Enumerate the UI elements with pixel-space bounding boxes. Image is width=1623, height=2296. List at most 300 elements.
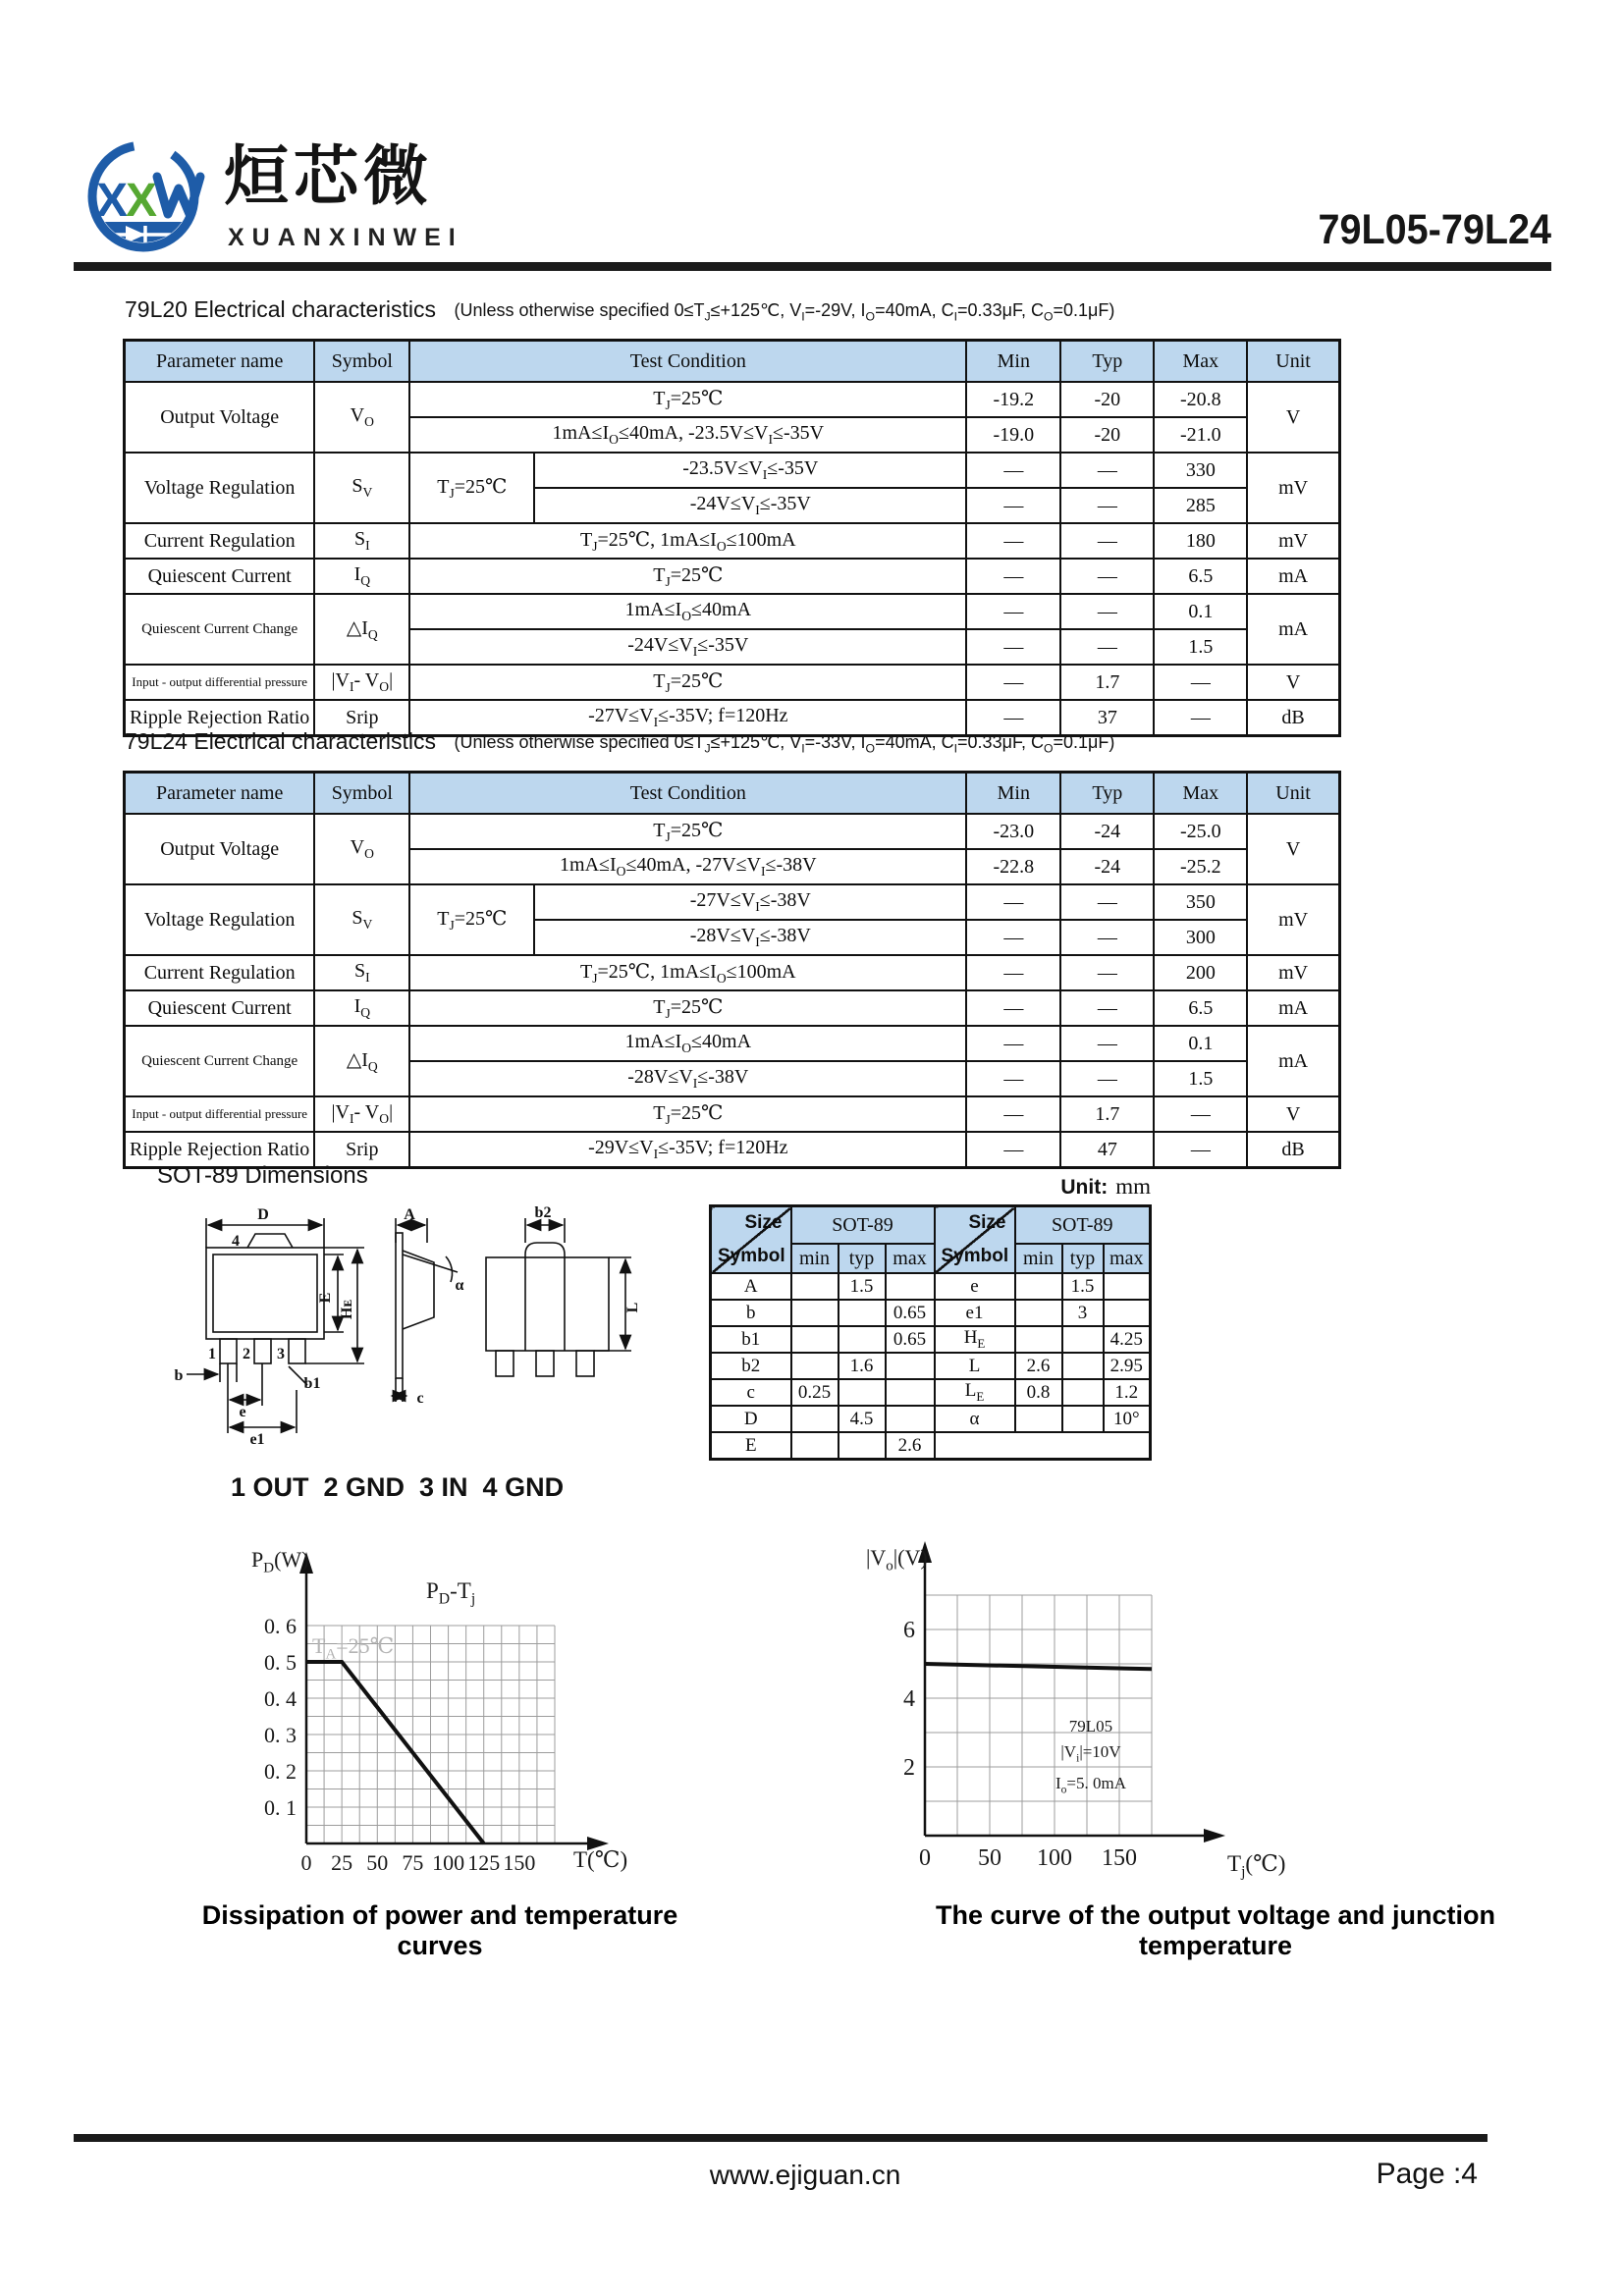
table-cell <box>886 1273 935 1300</box>
dimension-labels <box>175 1204 641 1448</box>
table-cell <box>886 1353 935 1379</box>
table-cell: — <box>966 955 1060 990</box>
table-header-cell: Min <box>966 341 1060 383</box>
table-cell: V <box>1247 814 1339 884</box>
package-side-view <box>392 1218 458 1402</box>
svg-text:25: 25 <box>331 1850 353 1875</box>
table-header-cell: Min <box>966 773 1060 815</box>
svg-text:0: 0 <box>919 1845 931 1871</box>
table-row <box>125 814 1340 849</box>
svg-text:0. 1: 0. 1 <box>264 1795 297 1820</box>
svg-text:0. 3: 0. 3 <box>264 1723 297 1747</box>
table-cell: b2 <box>711 1353 791 1379</box>
table-cell: 1.5 <box>1062 1273 1104 1300</box>
table-row <box>125 990 1340 1026</box>
table-cell: 330 <box>1154 453 1247 488</box>
chart1-x-axis-label: T(℃) <box>573 1847 628 1872</box>
table-cell: mA <box>1247 594 1339 665</box>
table-cell <box>1104 1300 1151 1326</box>
table-row <box>711 1353 1151 1379</box>
table-cell: 180 <box>1154 523 1247 559</box>
x-axis-arrow <box>1204 1829 1225 1842</box>
dimension-label: E <box>317 1292 334 1304</box>
table-cell: 350 <box>1154 884 1247 920</box>
table-cell: -19.0 <box>966 417 1060 453</box>
chart2-annotation <box>1017 1714 1164 1803</box>
table-cell: 1.6 <box>839 1353 886 1379</box>
section-title-79l20 <box>125 296 1114 325</box>
table-cell <box>1062 1326 1104 1353</box>
table-cell: — <box>1154 700 1247 736</box>
table-cell: $T_J=25℃$ <box>409 559 966 594</box>
table-row <box>125 594 1340 629</box>
table-cell: $T_J=25℃$ <box>409 814 966 849</box>
chart2-caption: The curve of the output voltage and junction temperature <box>935 1900 1495 1960</box>
table-cell: Quiescent Current Change <box>125 1026 315 1096</box>
table-cell <box>1062 1406 1104 1432</box>
pinout-caption: 1 OUT 2 GND 3 IN 4 GND <box>231 1472 565 1502</box>
electrical-table-79l24 <box>123 771 1341 1169</box>
chart1-title: $P_D-T_j$ <box>426 1578 476 1608</box>
table-cell: $S_V$ <box>314 884 409 955</box>
table-cell: Ripple Rejection Ratio <box>125 1132 315 1168</box>
table-cell: — <box>1060 955 1154 990</box>
table-cell <box>1015 1326 1062 1353</box>
table-cell: 0.65 <box>886 1326 935 1353</box>
table-cell: Current Regulation <box>125 955 315 990</box>
table-cell: Ripple Rejection Ratio <box>125 700 315 736</box>
table-cell: — <box>1154 1132 1247 1168</box>
table-cell: Voltage Regulation <box>125 884 315 955</box>
svg-text:75: 75 <box>402 1850 424 1875</box>
table-cell: -21.0 <box>1154 417 1247 453</box>
chart-axes <box>306 1572 589 1843</box>
table-cell: 0.1 <box>1154 1026 1247 1061</box>
table-cell: — <box>966 990 1060 1026</box>
table-cell: 1.7 <box>1060 665 1154 700</box>
table-cell <box>839 1326 886 1353</box>
table-cell: — <box>966 1026 1060 1061</box>
table-header-cell: Test Condition <box>409 341 966 383</box>
table-cell: Output Voltage <box>125 814 315 884</box>
table-cell: — <box>966 453 1060 488</box>
table-cell: $T_J=25℃$ <box>409 1096 966 1132</box>
table-cell <box>839 1379 886 1406</box>
diag-symbol-label: Symbol <box>718 1246 785 1266</box>
table-cell: — <box>1060 523 1154 559</box>
table-cell: — <box>966 700 1060 736</box>
table-cell: b1 <box>711 1326 791 1353</box>
table-header-cell: max <box>1104 1244 1151 1273</box>
dimensions-section-title: SOT-89 Dimensions <box>157 1162 368 1189</box>
table-cell: $T_J=25℃$ <box>409 665 966 700</box>
section-condition-text: (Unless otherwise specified $0\le T_J\le+125℃$, $V_I=-33V$, $I_O=40mA$, $C_I=0.33\mu F$, $C_O=0.1\mu F$) <box>454 732 1115 756</box>
table-cell: $S_V$ <box>314 453 409 523</box>
table-cell: $-24V\le V_I\le-35V$ <box>409 629 966 665</box>
table-cell: 6.5 <box>1154 559 1247 594</box>
dimension-label: 3 <box>277 1346 285 1362</box>
footer-website: www.ejiguan.cn <box>709 2160 901 2190</box>
table-cell: Quiescent Current <box>125 559 315 594</box>
table-cell: — <box>1060 884 1154 920</box>
table-cell: A <box>711 1273 791 1300</box>
table-cell: $I_Q$ <box>314 990 409 1026</box>
table-cell: $-27V\le V_I\le-38V$ <box>534 884 966 920</box>
sot89-package-drawing <box>147 1203 697 1478</box>
table-cell: — <box>966 1132 1060 1168</box>
table-cell: dB <box>1247 1132 1339 1168</box>
table-row <box>125 665 1340 700</box>
table-cell: e1 <box>935 1300 1015 1326</box>
table-row <box>711 1273 1151 1300</box>
table-cell: $-24V\le V_I\le-35V$ <box>534 488 966 523</box>
table-cell: — <box>966 884 1060 920</box>
table-cell <box>839 1300 886 1326</box>
header-rule <box>74 262 1551 271</box>
chart2-y-axis-label: $|V_o|(V)$ <box>866 1545 928 1575</box>
annotation-line: $|V_i|=10V$ <box>1060 1742 1121 1765</box>
table-cell: mV <box>1247 453 1339 523</box>
table-cell: — <box>1154 665 1247 700</box>
table-cell: — <box>1060 1026 1154 1061</box>
table-cell: 200 <box>1154 955 1247 990</box>
dimension-label: L <box>624 1302 641 1313</box>
table-cell: — <box>966 665 1060 700</box>
table-header-cell: SOT-89 <box>1015 1206 1151 1245</box>
annotation-line: 79L05 <box>1068 1717 1113 1735</box>
dimension-label: c <box>416 1390 424 1407</box>
table-row <box>125 382 1340 417</box>
table-cell: c <box>711 1379 791 1406</box>
table-cell: $V_O$ <box>314 814 409 884</box>
table-cell: b <box>711 1300 791 1326</box>
table-cell: $T_J=25℃$, $1mA\le I_O\le 100mA$ <box>409 523 966 559</box>
table-header-cell: typ <box>1062 1244 1104 1273</box>
table-cell <box>791 1432 839 1460</box>
table-cell: -25.2 <box>1154 849 1247 884</box>
table-cell: $T_J=25℃$, $1mA\le I_O\le 100mA$ <box>409 955 966 990</box>
table-cell: Srip <box>314 700 409 736</box>
unit-value: mm <box>1115 1174 1151 1199</box>
table-cell <box>791 1300 839 1326</box>
table-cell: $-29V\le V_I\le-35V$; f=120Hz <box>409 1132 966 1168</box>
table-cell <box>1015 1406 1062 1432</box>
table-row <box>711 1326 1151 1353</box>
table-cell: — <box>1060 990 1154 1026</box>
table-cell: $H_E$ <box>935 1326 1015 1353</box>
svg-text:0. 2: 0. 2 <box>264 1759 297 1784</box>
table-header-cell: Test Condition <box>409 773 966 815</box>
section-title-text: 79L20 Electrical characteristics <box>125 296 437 322</box>
table-cell <box>791 1273 839 1300</box>
table-header-cell: min <box>1015 1244 1062 1273</box>
table-row <box>711 1406 1151 1432</box>
dimension-label: Hᴇ <box>339 1299 355 1320</box>
table-cell: — <box>966 920 1060 955</box>
table-cell: — <box>1154 1096 1247 1132</box>
table-cell: $T_J=25℃$ <box>409 884 534 955</box>
table-cell: $S_I$ <box>314 955 409 990</box>
electrical-table-79l20 <box>123 339 1341 737</box>
chart2-x-axis-label: $T_j(℃)$ <box>1227 1851 1286 1881</box>
dimension-label: 1 <box>208 1346 216 1362</box>
table-cell <box>791 1326 839 1353</box>
table-cell <box>791 1406 839 1432</box>
table-cell <box>1062 1353 1104 1379</box>
table-cell: — <box>966 559 1060 594</box>
table-row <box>711 1206 1151 1245</box>
table-cell: Voltage Regulation <box>125 453 315 523</box>
table-cell: — <box>1060 594 1154 629</box>
table-cell: 2.95 <box>1104 1353 1151 1379</box>
table-row <box>125 453 1340 488</box>
table-cell: V <box>1247 665 1339 700</box>
table-cell: $S_I$ <box>314 523 409 559</box>
tick-labels <box>264 1614 535 1875</box>
table-cell: $|V_I-$ $V_O|$ <box>314 665 409 700</box>
table-cell: $\triangle I_Q$ <box>314 594 409 665</box>
table-cell: $1mA\le I_O\le 40mA$ <box>409 594 966 629</box>
table-cell: Input - output differential pressure <box>125 665 315 700</box>
table-row <box>125 1096 1340 1132</box>
table-cell: dB <box>1247 700 1339 736</box>
table-cell: L <box>935 1353 1015 1379</box>
series-line <box>925 1664 1152 1669</box>
table-header-cell: Unit <box>1247 341 1339 383</box>
table-cell: -23.0 <box>966 814 1060 849</box>
table-header-cell: max <box>886 1244 935 1273</box>
table-cell: 2.6 <box>1015 1353 1062 1379</box>
svg-text:100: 100 <box>1037 1845 1072 1871</box>
table-row <box>125 341 1340 383</box>
table-cell: $-27V\le V_I\le-35V$; f=120Hz <box>409 700 966 736</box>
logo-letter-x2: X <box>126 175 158 227</box>
svg-text:125: 125 <box>467 1850 501 1875</box>
table-header-cell: Max <box>1154 773 1247 815</box>
table-cell: -25.0 <box>1154 814 1247 849</box>
table-row <box>125 1026 1340 1061</box>
table-row <box>711 1432 1151 1460</box>
table-header-cell: Typ <box>1060 341 1154 383</box>
table-cell: 3 <box>1062 1300 1104 1326</box>
footer-rule <box>74 2134 1488 2142</box>
dimensions-table <box>709 1204 1152 1461</box>
dimension-label: α <box>455 1277 464 1294</box>
table-cell: $T_J=25℃$ <box>409 990 966 1026</box>
dimension-label: b2 <box>534 1204 552 1221</box>
table-cell: 0.65 <box>886 1300 935 1326</box>
dimension-label: b1 <box>303 1375 321 1392</box>
table-cell <box>1015 1273 1062 1300</box>
table-header-cell: Typ <box>1060 773 1154 815</box>
table-cell: 300 <box>1154 920 1247 955</box>
table-cell: $\triangle I_Q$ <box>314 1026 409 1096</box>
table-cell: V <box>1247 382 1339 453</box>
svg-text:0. 5: 0. 5 <box>264 1650 297 1675</box>
table-cell: Quiescent Current Change <box>125 594 315 665</box>
chart1-caption: Dissipation of power and temperature curves <box>201 1900 678 1960</box>
table-cell: $T_J=25℃$ <box>409 382 966 417</box>
brand-chinese-name: 烜芯微 <box>224 139 433 212</box>
table-cell: V <box>1247 1096 1339 1132</box>
table-cell: 10° <box>1104 1406 1151 1432</box>
table-cell: mA <box>1247 1026 1339 1096</box>
table-row <box>125 884 1340 920</box>
table-cell: Current Regulation <box>125 523 315 559</box>
table-cell: — <box>1060 453 1154 488</box>
table-cell <box>935 1432 1151 1460</box>
table-cell: Quiescent Current <box>125 990 315 1026</box>
unit-label: Unit: <box>1060 1176 1109 1199</box>
table-cell: -24 <box>1060 849 1154 884</box>
svg-text:150: 150 <box>1102 1845 1137 1871</box>
table-cell: E <box>711 1432 791 1460</box>
diagonal-header-cell <box>935 1206 1015 1274</box>
table-header-cell: Parameter name <box>125 773 315 815</box>
diag-symbol-label: Symbol <box>941 1246 1009 1266</box>
table-cell: — <box>966 629 1060 665</box>
table-cell: — <box>1060 488 1154 523</box>
dimension-label: 4 <box>232 1233 240 1250</box>
table-cell: $1mA\le I_O\le 40mA$, $-23.5V\le V_I\le-35V$ <box>409 417 966 453</box>
table-cell: — <box>1060 629 1154 665</box>
table-cell: $V_O$ <box>314 382 409 453</box>
table-row <box>711 1300 1151 1326</box>
table-header-cell: Parameter name <box>125 341 315 383</box>
table-cell <box>1015 1300 1062 1326</box>
svg-text:150: 150 <box>503 1850 536 1875</box>
table-cell: 1.5 <box>1154 1061 1247 1096</box>
table-cell: $|V_I-$ $V_O|$ <box>314 1096 409 1132</box>
dimension-label: 2 <box>243 1346 250 1362</box>
table-cell: 0.1 <box>1154 594 1247 629</box>
package-front-view <box>187 1218 364 1433</box>
table-cell: 1.5 <box>1154 629 1247 665</box>
table-cell: 37 <box>1060 700 1154 736</box>
table-cell <box>886 1406 935 1432</box>
table-cell: 4.5 <box>839 1406 886 1432</box>
table-cell: $-28V\le V_I\le-38V$ <box>409 1061 966 1096</box>
table-row <box>125 559 1340 594</box>
dimension-label: e <box>239 1404 246 1420</box>
table-cell: -24 <box>1060 814 1154 849</box>
svg-text:6: 6 <box>903 1618 915 1643</box>
table-cell: 285 <box>1154 488 1247 523</box>
table-row <box>125 773 1340 815</box>
page-title-part-number: 79L05-79L24 <box>1318 206 1551 253</box>
table-row <box>711 1379 1151 1406</box>
table-cell: — <box>966 1096 1060 1132</box>
table-cell: 2.6 <box>886 1432 935 1460</box>
table-cell: -19.2 <box>966 382 1060 417</box>
table-cell: mV <box>1247 955 1339 990</box>
table-cell: 1.7 <box>1060 1096 1154 1132</box>
table-cell: — <box>1060 920 1154 955</box>
table-cell: 47 <box>1060 1132 1154 1168</box>
annotation-line: $I_o=5$. 0mA <box>1055 1774 1127 1796</box>
diag-size-label: Size <box>968 1212 1006 1233</box>
table-cell: -22.8 <box>966 849 1060 884</box>
table-cell: mV <box>1247 884 1339 955</box>
table-header-cell: min <box>791 1244 839 1273</box>
table-header-cell: Max <box>1154 341 1247 383</box>
table-cell: -20.8 <box>1154 382 1247 417</box>
brand-latin-name: XUANXINWEI <box>228 224 463 251</box>
table-cell: — <box>966 1061 1060 1096</box>
table-cell <box>839 1432 886 1460</box>
dimension-label: D <box>257 1206 269 1223</box>
package-rear-view <box>486 1218 631 1376</box>
table-cell: 1.5 <box>839 1273 886 1300</box>
table-cell: e <box>935 1273 1015 1300</box>
table-cell: $-28V\le V_I\le-38V$ <box>534 920 966 955</box>
table-cell: 4.25 <box>1104 1326 1151 1353</box>
svg-text:50: 50 <box>978 1845 1001 1871</box>
section-title-text: 79L24 Electrical characteristics <box>125 728 437 754</box>
svg-text:0. 6: 0. 6 <box>264 1614 297 1638</box>
table-cell: $I_Q$ <box>314 559 409 594</box>
table-cell: -20 <box>1060 417 1154 453</box>
table-cell: 0.25 <box>791 1379 839 1406</box>
logo-letter-x1: X <box>96 175 129 227</box>
chart1-y-axis-label: $P_D(W)$ <box>251 1547 309 1576</box>
dimension-label: A <box>404 1206 415 1223</box>
svg-text:4: 4 <box>903 1686 915 1712</box>
svg-text:100: 100 <box>432 1850 465 1875</box>
chart1-annotation: $T_A=25℃$ <box>312 1633 395 1663</box>
table-cell: Input - output differential pressure <box>125 1096 315 1132</box>
table-cell: $L_E$ <box>935 1379 1015 1406</box>
svg-text:0. 4: 0. 4 <box>264 1686 297 1711</box>
table-cell: mA <box>1247 990 1339 1026</box>
table-cell: — <box>1060 1061 1154 1096</box>
table-cell <box>1062 1379 1104 1406</box>
table-header-cell: Symbol <box>314 341 409 383</box>
table-row <box>125 523 1340 559</box>
svg-text:2: 2 <box>903 1755 915 1781</box>
table-cell <box>791 1353 839 1379</box>
footer-page-number: Page :4 <box>1376 2158 1478 2190</box>
svg-text:50: 50 <box>366 1850 389 1875</box>
table-cell <box>1104 1273 1151 1300</box>
table-cell: mV <box>1247 523 1339 559</box>
table-cell: Srip <box>314 1132 409 1168</box>
table-cell: — <box>966 594 1060 629</box>
table-cell: -20 <box>1060 382 1154 417</box>
diag-size-label: Size <box>744 1212 783 1233</box>
table-cell: 1.2 <box>1104 1379 1151 1406</box>
dimension-label: b <box>174 1367 184 1384</box>
section-condition-text: (Unless otherwise specified $0\le T_J\le+125℃$, $V_I=-29V$, $I_O=40mA$, $C_I=0.33\mu F$, $C_O=0.1\mu F$) <box>454 300 1115 324</box>
table-header-cell: Unit <box>1247 773 1339 815</box>
unit-note <box>992 1174 1151 1200</box>
section-title-79l24 <box>125 728 1114 757</box>
svg-text:0: 0 <box>300 1850 312 1875</box>
table-cell: mA <box>1247 559 1339 594</box>
table-cell: $1mA\le I_O\le 40mA$, $-27V\le V_I\le-38V$ <box>409 849 966 884</box>
table-header-cell: typ <box>839 1244 886 1273</box>
table-row <box>125 955 1340 990</box>
dimension-label: e1 <box>249 1431 265 1448</box>
table-header-cell: Symbol <box>314 773 409 815</box>
table-cell: $T_J=25℃$ <box>409 453 534 523</box>
table-cell: — <box>966 523 1060 559</box>
diagonal-header-cell <box>711 1206 791 1274</box>
table-cell <box>886 1379 935 1406</box>
table-cell: — <box>966 488 1060 523</box>
table-cell: Output Voltage <box>125 382 315 453</box>
table-cell: D <box>711 1406 791 1432</box>
